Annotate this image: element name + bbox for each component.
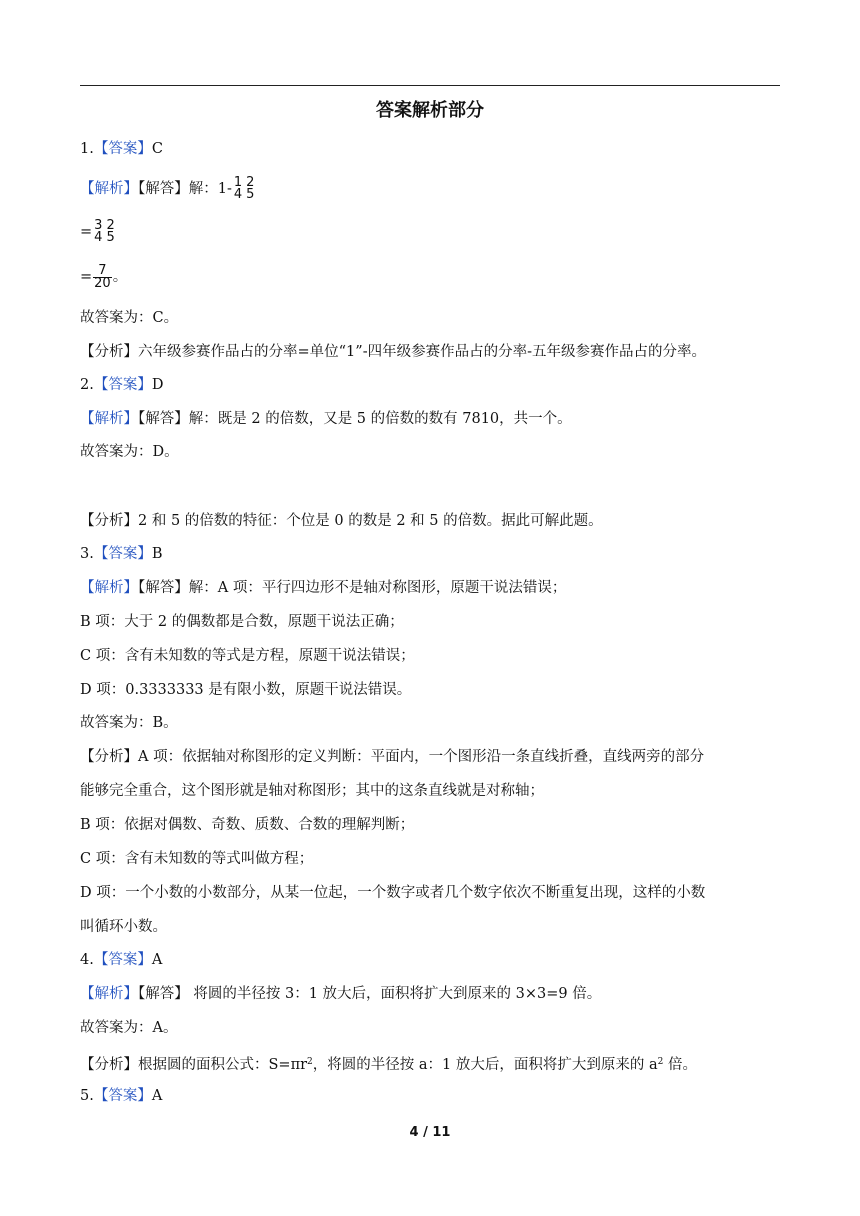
page-title: 答案解析部分 <box>376 100 484 121</box>
superscript: 2 <box>307 1057 313 1067</box>
analysis-tag: 【解析】 <box>80 986 138 1002</box>
fenxi-tag: 【分析】 <box>80 344 138 360</box>
solve-tag: 【解答】 <box>138 986 189 1002</box>
fenxi-tag: 【分析】 <box>80 749 138 765</box>
answer-tag: 【答案】 <box>93 377 152 393</box>
q3-fenxi-5: D 项：一个小数的小数部分，从某一位起，一个数字或者几个数字依次不断重复出现，这样的小数 <box>80 885 706 901</box>
q4-fenxi-line <box>80 1052 697 1075</box>
q3-solve-d: D 项：0.3333333 是有限小数，原题干说法错误。 <box>80 682 412 698</box>
q1-fenxi-line <box>80 342 706 362</box>
q2-fenxi: 2 和 5 的倍数的特征：个位是 0 的数是 2 和 5 的倍数。据此可解此题。 <box>138 513 603 529</box>
q4-fenxi-c: 倍。 <box>663 1057 697 1073</box>
q1-number: 1. <box>80 141 94 157</box>
q2-solve-line <box>80 409 572 429</box>
q3-answer: B <box>151 546 163 562</box>
q3-fenxi-1: A 项：依据轴对称图形的定义判断：平面内，一个图形沿一条直线折叠，直线两旁的部分 <box>138 749 705 765</box>
q4-solve-line <box>80 984 601 1004</box>
equals-sign: = <box>80 269 93 285</box>
q4-answer: A <box>151 952 163 968</box>
q4-number: 4. <box>80 952 94 968</box>
q1-solve-line <box>80 175 256 203</box>
answer-tag: 【答案】 <box>93 141 152 157</box>
header-rule <box>80 85 780 86</box>
q3-number: 3. <box>80 546 94 562</box>
q1-fenxi: 六年级参赛作品占的分率=单位“1”-四年级参赛作品占的分率-五年级参赛作品占的分率。 <box>138 344 706 360</box>
q3-fenxi-4: C 项：含有未知数的等式叫做方程； <box>80 851 314 867</box>
q4-fenxi-b: ，将圆的半径按 a：1 放大后，面积将扩大到原来的 a <box>312 1057 658 1073</box>
q4-conclusion: 故答案为：A。 <box>80 1020 178 1036</box>
answer-tag: 【答案】 <box>93 1088 152 1104</box>
fraction: 2 5 <box>246 175 255 202</box>
q1-step3-line <box>80 262 127 292</box>
fenxi-tag: 【分析】 <box>80 1057 138 1073</box>
page-number: 4 / 11 <box>409 1125 451 1140</box>
q3-fenxi-3: B 项：依据对偶数、奇数、质数、合数的理解判断； <box>80 817 415 833</box>
superscript: 2 <box>657 1057 664 1067</box>
q2-answer: D <box>151 377 164 393</box>
fenxi-tag: 【分析】 <box>80 513 138 529</box>
q2-conclusion: 故答案为：D。 <box>80 444 179 460</box>
q1-step2-line <box>80 218 117 246</box>
q5-answer-line <box>80 1086 162 1106</box>
q5-answer: A <box>151 1088 163 1104</box>
q3-solve-b: B 项：大于 2 的偶数都是合数，原题干说法正确； <box>80 614 404 630</box>
q3-conclusion: 故答案为：B。 <box>80 715 178 731</box>
q2-answer-line <box>80 375 163 395</box>
fraction: $\frac{7}{20}$ <box>94 262 111 291</box>
q3-solve-line <box>80 578 566 598</box>
q3-fenxi-2: 能够完全重合，这个图形就是轴对称图形；其中的这条直线就是对称轴； <box>80 783 544 799</box>
answer-tag: 【答案】 <box>93 952 152 968</box>
q3-solve-c: C 项：含有未知数的等式是方程，原题干说法错误； <box>80 648 415 664</box>
q3-fenxi-6: 叫循环小数。 <box>80 919 167 935</box>
solve-tag: 【解答】 <box>138 580 189 596</box>
q2-fenxi-line <box>80 511 603 531</box>
q1-conclusion: 故答案为：C。 <box>80 310 179 326</box>
q2-number: 2. <box>80 377 94 393</box>
q1-solve-prefix: 解：1- <box>188 181 232 197</box>
period: 。 <box>112 269 128 285</box>
q5-number: 5. <box>80 1088 94 1104</box>
q2-solve: 解：既是 2 的倍数，又是 5 的倍数的数有 7810，共一个。 <box>188 411 572 427</box>
analysis-tag: 【解析】 <box>80 181 138 197</box>
answer-tag: 【答案】 <box>93 546 152 562</box>
analysis-tag: 【解析】 <box>80 580 138 596</box>
q3-answer-line <box>80 544 163 564</box>
fraction: 2 5 <box>106 218 115 245</box>
q1-answer-line <box>80 139 163 159</box>
fraction: 1 4 <box>233 175 243 202</box>
q3-fenxi-line <box>80 747 704 767</box>
q4-solve: 将圆的半径按 3：1 放大后，面积将扩大到原来的 3×3=9 倍。 <box>188 986 602 1002</box>
solve-tag: 【解答】 <box>138 411 189 427</box>
fraction: 3 4 <box>94 218 103 245</box>
solve-tag: 【解答】 <box>138 181 189 197</box>
q4-answer-line <box>80 950 162 970</box>
equals-sign: = <box>80 224 93 240</box>
q1-answer: C <box>151 141 163 157</box>
q3-solve-a: 解：A 项：平行四边形不是轴对称图形，原题干说法错误； <box>188 580 567 596</box>
analysis-tag: 【解析】 <box>80 411 138 427</box>
q4-fenxi-a: 根据圆的面积公式：S=πr <box>138 1057 308 1073</box>
